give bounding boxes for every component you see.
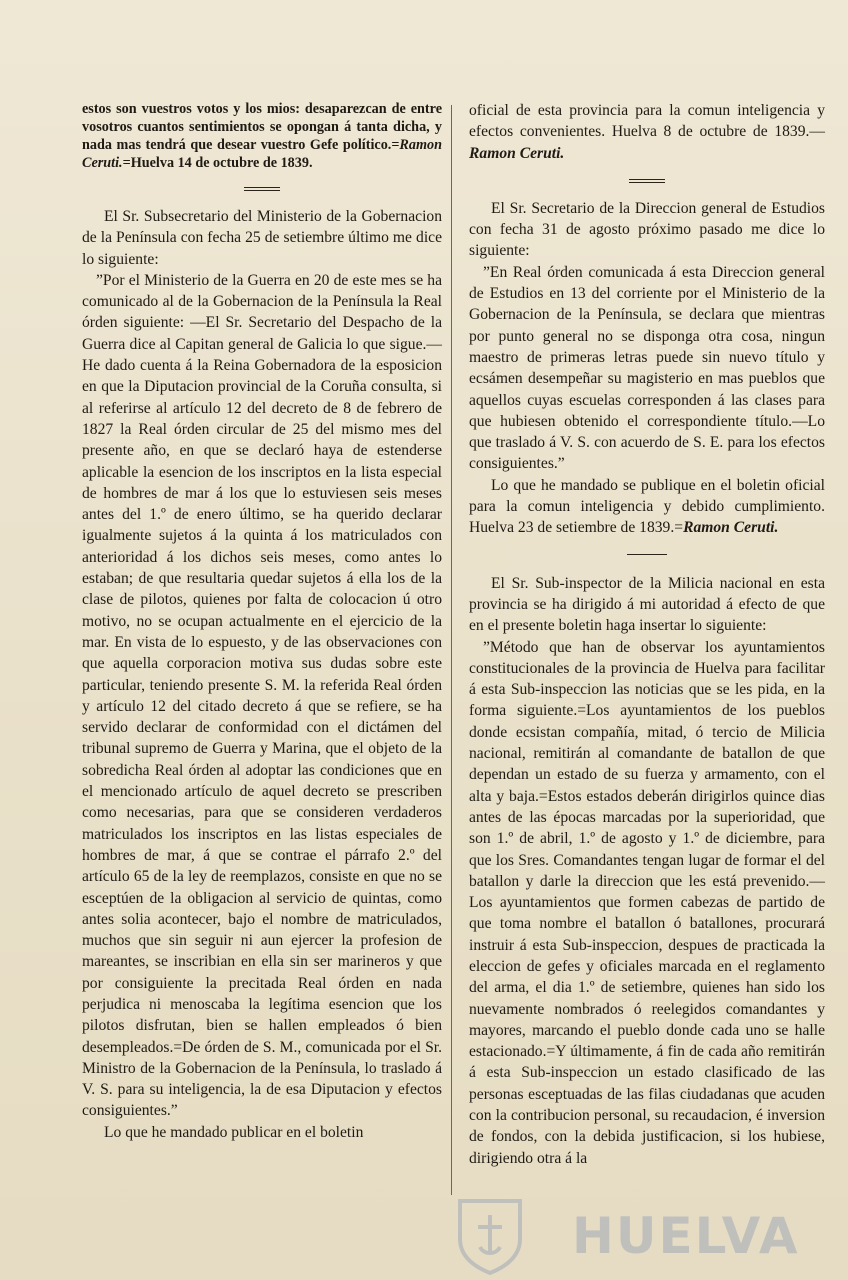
section-separator bbox=[82, 178, 442, 198]
signature: Ramon Ceruti. bbox=[82, 137, 442, 171]
publication-note bbox=[469, 475, 825, 539]
section-separator bbox=[469, 170, 825, 190]
publication-text: Lo que he mandado se publique en el boletin oficial para la comun inteligencia y debido cumplimiento. Huelva 23 de setiembre de 1839.= bbox=[469, 476, 825, 537]
archive-watermark bbox=[450, 1195, 800, 1275]
publication-note: Lo que he mandado publicar en el boletin bbox=[104, 1123, 364, 1141]
column-divider bbox=[451, 105, 452, 1195]
continuation-paragraph bbox=[469, 100, 825, 164]
quoted-order: ”En Real órden comunicada á esta Direccion general de Estudios en 13 del corriente por el Ministerio de la Gobernacion de la Península, se declara que mientras por punto general no se disponga otra cosa, ningun maestro de primeras letras puede sin nuevo título y ecsámen desempeñar su magisterio en mas pueblos que aquellos cuyas escuelas corresponden á las clases para que hubiesen obtenido el correspondiente título.—Lo que traslado á V. S. con acuerdo de S. E. para los efectos consiguientes.” bbox=[469, 263, 825, 473]
watermark-text: HUELVA bbox=[572, 1207, 800, 1265]
section-separator bbox=[469, 545, 825, 565]
left-column bbox=[82, 100, 442, 1143]
signature: Ramon Ceruti. bbox=[683, 519, 779, 537]
method-text: ”Método que han de observar los ayuntamientos constitucionales de la provincia de Huelva para facilitar á esta Sub-inspeccion las noticias que se les pida, en la forma siguiente.=Los ayuntamientos de los pueblos donde ecsistan compañía, mitad, ó tercio de Milicia nacional, remitirán al comandante de batallon de que dependan un estado de su fuerza y armamento, con el alta y baja.=Estos estados deberán dirigirlos quince dias antes de las épocas marcadas por la superioridad, que son 1.º de abril, 1.º de agosto y 1.º de diciembre, para que los Sres. Comandantes tengan lugar de formar el del batallon y darle la direccion que les está prevenido.—Los ayuntamientos que formen cabezas de partido de que toma nombre el batallon ó batallones, procurará instruir á esta Sub-inspeccion, despues de practicada la eleccion de gefes y oficiales marcada en el reglamento del arma, el dia 1.º de setiembre, quienes han sido los nuevamente nombrados ó reelegidos comandantes y mayores, marcando el pueblo donde cada uno se halle estacionado.=Y últimamente, á fin de cada año remitirán á esta Sub-inspeccion un estado clasificado de las personas esceptuadas de las filas ciudadanas que acuden con la contribucion personal, su recaudacion, é inversion de fondos, con la debida justificacion, si los hubiese, dirigiendo otra á la bbox=[469, 638, 825, 1167]
intro-paragraph: El Sr. Secretario de la Direccion general de Estudios con fecha 31 de agosto próximo pasado me dice lo siguiente: bbox=[469, 199, 825, 260]
intro-paragraph: El Sr. Sub-inspector de la Milicia nacional en esta provincia se ha dirigido á mi autoridad á efecto de que en el presente boletin haga insertar lo siguiente: bbox=[469, 574, 825, 635]
right-column bbox=[469, 100, 825, 1169]
continuation-text: oficial de esta provincia para la comun inteligencia y efectos convenientes. Huelva 8 de octubre de 1839.— bbox=[469, 102, 825, 141]
shield-icon bbox=[450, 1195, 530, 1275]
quoted-order: ”Por el Ministerio de la Guerra en 20 de este mes se ha comunicado al de la Gobernacion de la Península la Real órden siguiente: —El Sr. Secretario del Despacho de la Guerra dice al Capitan general de Galicia lo que sigue.—He dado cuenta á la Reina Gobernadora de la esposicion en que la Diputacion provincial de la Coruña consulta, si al referirse al artículo 12 del decreto de 8 de febrero de 1827 la Real órden circular de 25 del mismo mes del presente año, en que se declaró haya de estenderse aplicable la esencion de los inscriptos en la lista especial de hombres de mar á los que lo estuviesen seis meses antes del 1.º de enero último, se ha querido declarar igualmente sujetos á la quinta á los matriculados con anterioridad á los dichos seis meses, como antes lo estaban; de que resultaria quedar sujetos á ella los de la clase de pilotos, quienes por falta de colocacion ú otro motivo, no se ocupan actualmente en el ejercicio de la mar. En vista de lo espuesto, y de las observaciones con que aquella corporacion motiva sus dudas sobre este particular, teniendo presente S. M. la referida Real órden y artículo 12 del citado decreto á que se refiere, se ha servido declarar de conformidad con el dictámen del tribunal supremo de Guerra y Marina, que el objeto de la sobredicha Real órden al adoptar las condiciones que en el mencionado artículo de aquel decreto se prescriben como necesarias, para que se consideren verdaderos matriculados los inscriptos en las listas especiales de hombres de mar, á que se contrae el párrafo 2.º del artículo 65 de la ley de reemplazos, consiste en que no se esceptúen de la obligacion al servicio de quintas, como antes solia acontecer, bajo el nombre de matriculados, muchos que sin seguir ni aun ejercer la profesion de mareantes, se inscribian en ella sin ser marineros y que por consiguiente la precitada Real órden en nada perjudica ni menoscaba la legítima esencion que los pilotos disfrutan, bien se hallen empleados ó bien desempleados.=De órden de S. M., comunicada por el Sr. Ministro de la Gobernacion de la Península, lo traslado á V. S. para su inteligencia, la de esa Diputacion y efectos consiguientes.” bbox=[82, 271, 442, 1120]
closing-paragraph bbox=[82, 100, 442, 172]
date-line: =Huelva 14 de octubre de 1839. bbox=[122, 155, 313, 171]
closing-text: estos son vuestros votos y los mios: desaparezcan de entre vosotros cuantos sentimientos se opongan á tanta dicha, y nada mas tendrá que desear vuestro Gefe político.= bbox=[82, 101, 442, 153]
intro-paragraph: El Sr. Subsecretario del Ministerio de la Gobernacion de la Península con fecha 25 de setiembre último me dice lo siguiente: bbox=[82, 208, 442, 268]
signature: Ramon Ceruti. bbox=[469, 144, 565, 162]
